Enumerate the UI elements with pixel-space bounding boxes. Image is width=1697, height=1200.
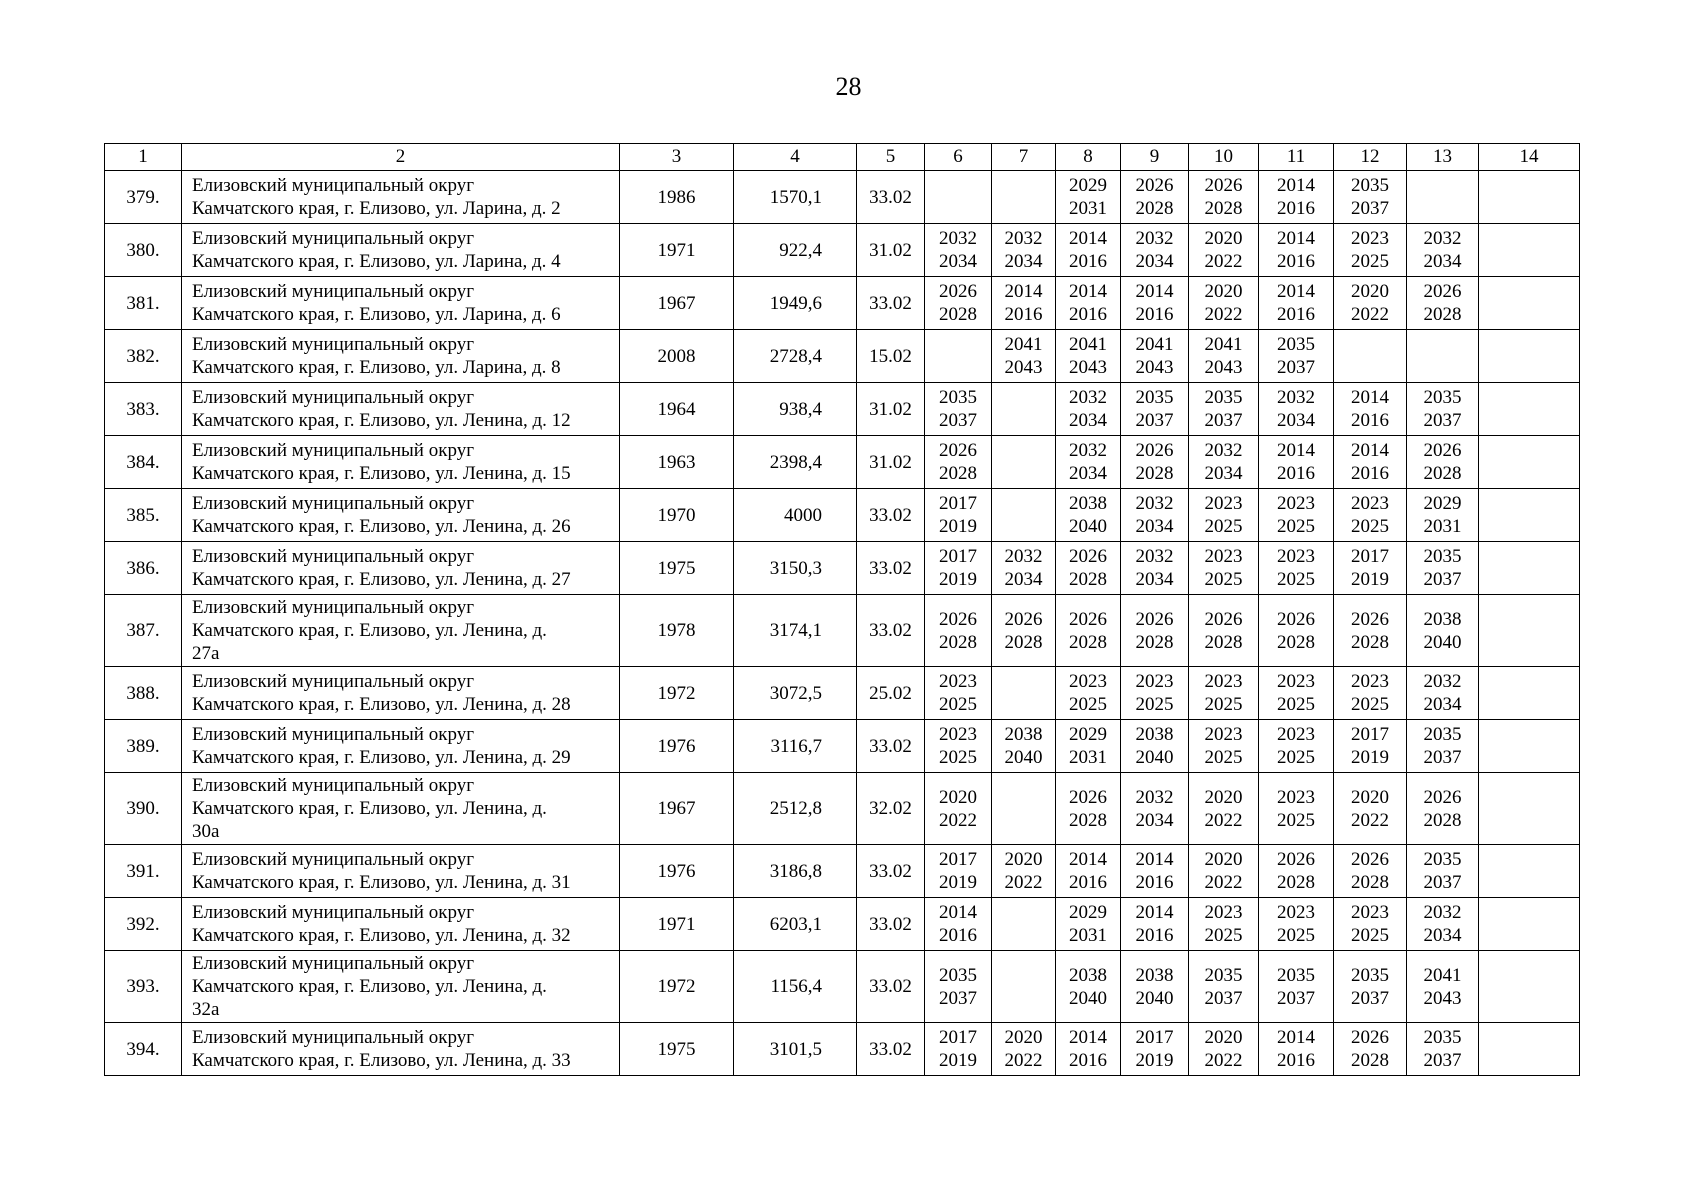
row-number-cell: 381. (105, 277, 182, 330)
period-cell (1407, 171, 1479, 224)
period-cell: 2020 2022 (1189, 773, 1259, 845)
period-cell: 2020 2022 (1189, 1023, 1259, 1076)
period-cell: 2017 2019 (1121, 1023, 1189, 1076)
area-cell: 1949,6 (734, 277, 857, 330)
address-line: Камчатского края, г. Елизово, ул. Ленина, д. (192, 620, 547, 641)
address-line: Елизовский муниципальный округ (192, 546, 474, 567)
period-cell: 2035 2037 (1407, 720, 1479, 773)
period-cell: 2014 2016 (1259, 436, 1334, 489)
period-cell: 2014 2016 (1121, 898, 1189, 951)
period-cell: 2032 2034 (1121, 489, 1189, 542)
period-cell (992, 898, 1056, 951)
period-cell: 2023 2025 (1189, 489, 1259, 542)
code-cell: 33.02 (857, 489, 925, 542)
period-cell: 2020 2022 (925, 773, 992, 845)
period-cell: 2032 2034 (1407, 224, 1479, 277)
period-cell: 2032 2034 (992, 224, 1056, 277)
column-number-row (105, 144, 1580, 171)
year-built-cell: 1975 (620, 1023, 734, 1076)
period-cell: 2014 2016 (1121, 277, 1189, 330)
year-built-cell: 1970 (620, 489, 734, 542)
address-cell (182, 845, 620, 898)
period-cell: 2014 2016 (1121, 845, 1189, 898)
period-cell: 2026 2028 (1121, 171, 1189, 224)
period-cell: 2032 2034 (1407, 898, 1479, 951)
column-header: 13 (1407, 144, 1479, 171)
area-cell: 1156,4 (734, 951, 857, 1023)
period-cell (992, 667, 1056, 720)
period-cell: 2023 2025 (1259, 720, 1334, 773)
period-cell (1479, 277, 1580, 330)
period-cell: 2026 2028 (1056, 542, 1121, 595)
area-cell: 3150,3 (734, 542, 857, 595)
period-cell: 2026 2028 (925, 595, 992, 667)
period-cell: 2038 2040 (1121, 951, 1189, 1023)
address-line: Елизовский муниципальный округ (192, 775, 474, 796)
period-cell: 2035 2037 (1189, 383, 1259, 436)
period-cell: 2035 2037 (925, 383, 992, 436)
period-cell: 2032 2034 (1056, 383, 1121, 436)
address-line: 30а (192, 821, 220, 842)
period-cell: 2035 2037 (1407, 542, 1479, 595)
period-cell (1479, 542, 1580, 595)
address-line: 32а (192, 999, 220, 1020)
area-cell: 922,4 (734, 224, 857, 277)
period-cell (1479, 773, 1580, 845)
period-cell: 2023 2025 (925, 720, 992, 773)
period-cell: 2017 2019 (1334, 542, 1407, 595)
period-cell (1479, 720, 1580, 773)
period-cell (1407, 330, 1479, 383)
address-line: Камчатского края, г. Елизово, ул. Ленина, д. 15 (192, 463, 571, 484)
period-cell (1479, 436, 1580, 489)
period-cell: 2026 2028 (1334, 1023, 1407, 1076)
area-cell: 938,4 (734, 383, 857, 436)
row-number-cell: 382. (105, 330, 182, 383)
address-line: Елизовский муниципальный округ (192, 387, 474, 408)
address-line: Камчатского края, г. Елизово, ул. Ленина, д. 12 (192, 410, 571, 431)
address-line: Елизовский муниципальный округ (192, 440, 474, 461)
period-cell: 2026 2028 (1334, 595, 1407, 667)
address-cell (182, 1023, 620, 1076)
period-cell: 2014 2016 (1334, 436, 1407, 489)
year-built-cell: 1971 (620, 898, 734, 951)
year-built-cell: 1986 (620, 171, 734, 224)
area-cell: 4000 (734, 489, 857, 542)
period-cell: 2038 2040 (1407, 595, 1479, 667)
address-line: Елизовский муниципальный округ (192, 953, 474, 974)
period-cell (1479, 383, 1580, 436)
code-cell: 32.02 (857, 773, 925, 845)
row-number-cell: 387. (105, 595, 182, 667)
period-cell: 2038 2040 (1056, 951, 1121, 1023)
code-cell: 33.02 (857, 171, 925, 224)
period-cell: 2023 2025 (1189, 720, 1259, 773)
period-cell: 2023 2025 (1189, 667, 1259, 720)
row-number-cell: 384. (105, 436, 182, 489)
year-built-cell: 1967 (620, 773, 734, 845)
column-header: 6 (925, 144, 992, 171)
row-number-cell: 394. (105, 1023, 182, 1076)
address-line: Камчатского края, г. Елизово, ул. Ларина, д. 8 (192, 357, 561, 378)
address-line: Камчатского края, г. Елизово, ул. Ленина, д. 33 (192, 1050, 571, 1071)
row-number-cell: 390. (105, 773, 182, 845)
address-cell (182, 898, 620, 951)
period-cell: 2023 2025 (1121, 667, 1189, 720)
period-cell: 2020 2022 (1189, 845, 1259, 898)
address-line: Камчатского края, г. Елизово, ул. Ларина, д. 2 (192, 198, 561, 219)
code-cell: 33.02 (857, 898, 925, 951)
area-cell: 3101,5 (734, 1023, 857, 1076)
period-cell: 2017 2019 (1334, 720, 1407, 773)
row-number-cell: 392. (105, 898, 182, 951)
period-cell: 2035 2037 (1259, 330, 1334, 383)
period-cell: 2038 2040 (1121, 720, 1189, 773)
period-cell: 2035 2037 (1407, 383, 1479, 436)
period-cell: 2014 2016 (1334, 383, 1407, 436)
period-cell: 2020 2022 (992, 1023, 1056, 1076)
housing-register-table (104, 143, 1580, 1076)
period-cell: 2023 2025 (1259, 489, 1334, 542)
period-cell: 2014 2016 (1056, 277, 1121, 330)
period-cell (925, 330, 992, 383)
period-cell: 2014 2016 (1259, 277, 1334, 330)
year-built-cell: 1972 (620, 951, 734, 1023)
period-cell (992, 383, 1056, 436)
code-cell: 15.02 (857, 330, 925, 383)
row-number-cell: 385. (105, 489, 182, 542)
address-cell (182, 542, 620, 595)
period-cell: 2035 2037 (925, 951, 992, 1023)
period-cell: 2038 2040 (1056, 489, 1121, 542)
period-cell: 2032 2034 (925, 224, 992, 277)
period-cell (1479, 330, 1580, 383)
row-number-cell: 388. (105, 667, 182, 720)
period-cell: 2035 2037 (1259, 951, 1334, 1023)
period-cell (925, 171, 992, 224)
period-cell: 2014 2016 (1259, 171, 1334, 224)
period-cell (992, 171, 1056, 224)
column-header: 11 (1259, 144, 1334, 171)
year-built-cell: 1978 (620, 595, 734, 667)
code-cell: 31.02 (857, 383, 925, 436)
column-header: 3 (620, 144, 734, 171)
period-cell: 2032 2034 (1259, 383, 1334, 436)
period-cell: 2014 2016 (1056, 224, 1121, 277)
table-row (105, 436, 1580, 489)
period-cell: 2029 2031 (1056, 898, 1121, 951)
row-number-cell: 379. (105, 171, 182, 224)
period-cell (1479, 1023, 1580, 1076)
period-cell (1479, 898, 1580, 951)
period-cell (1479, 595, 1580, 667)
period-cell: 2038 2040 (992, 720, 1056, 773)
table-row (105, 171, 1580, 224)
period-cell: 2032 2034 (1056, 436, 1121, 489)
period-cell: 2020 2022 (1189, 224, 1259, 277)
address-cell (182, 773, 620, 845)
year-built-cell: 1971 (620, 224, 734, 277)
address-cell (182, 330, 620, 383)
period-cell: 2026 2028 (925, 277, 992, 330)
period-cell: 2017 2019 (925, 542, 992, 595)
area-cell: 2398,4 (734, 436, 857, 489)
code-cell: 33.02 (857, 845, 925, 898)
code-cell: 33.02 (857, 720, 925, 773)
code-cell: 33.02 (857, 277, 925, 330)
period-cell (1479, 489, 1580, 542)
address-line: Камчатского края, г. Елизово, ул. Ларина, д. 6 (192, 304, 561, 325)
year-built-cell: 2008 (620, 330, 734, 383)
period-cell: 2020 2022 (1189, 277, 1259, 330)
table-row (105, 845, 1580, 898)
area-cell: 6203,1 (734, 898, 857, 951)
period-cell: 2035 2037 (1407, 845, 1479, 898)
period-cell: 2026 2028 (1056, 595, 1121, 667)
period-cell: 2017 2019 (925, 1023, 992, 1076)
year-built-cell: 1975 (620, 542, 734, 595)
row-number-cell: 380. (105, 224, 182, 277)
table-row (105, 667, 1580, 720)
address-cell (182, 383, 620, 436)
address-line: 27а (192, 643, 220, 664)
address-line: Камчатского края, г. Елизово, ул. Ленина, д. (192, 976, 547, 997)
address-line: Елизовский муниципальный округ (192, 597, 474, 618)
column-header: 1 (105, 144, 182, 171)
period-cell: 2035 2037 (1334, 951, 1407, 1023)
period-cell: 2026 2028 (1056, 773, 1121, 845)
area-cell: 1570,1 (734, 171, 857, 224)
period-cell: 2023 2025 (1334, 667, 1407, 720)
address-line: Елизовский муниципальный округ (192, 724, 474, 745)
period-cell: 2023 2025 (1259, 898, 1334, 951)
address-line: Елизовский муниципальный округ (192, 671, 474, 692)
address-line: Камчатского края, г. Елизово, ул. Ленина, д. 31 (192, 872, 571, 893)
period-cell: 2041 2043 (1407, 951, 1479, 1023)
period-cell: 2026 2028 (1189, 595, 1259, 667)
address-cell (182, 436, 620, 489)
period-cell: 2026 2028 (1407, 773, 1479, 845)
address-cell (182, 720, 620, 773)
period-cell: 2029 2031 (1056, 720, 1121, 773)
area-cell: 3072,5 (734, 667, 857, 720)
table-body (105, 144, 1580, 1076)
period-cell: 2023 2025 (1259, 773, 1334, 845)
table-row (105, 542, 1580, 595)
area-cell: 3174,1 (734, 595, 857, 667)
period-cell: 2023 2025 (1259, 542, 1334, 595)
column-header: 10 (1189, 144, 1259, 171)
code-cell: 31.02 (857, 436, 925, 489)
area-cell: 2512,8 (734, 773, 857, 845)
page-number: 28 (835, 72, 862, 101)
period-cell: 2014 2016 (1259, 224, 1334, 277)
period-cell: 2020 2022 (992, 845, 1056, 898)
area-cell: 3186,8 (734, 845, 857, 898)
period-cell (1334, 330, 1407, 383)
period-cell: 2026 2028 (1259, 845, 1334, 898)
period-cell: 2014 2016 (992, 277, 1056, 330)
table-row (105, 773, 1580, 845)
table-row (105, 330, 1580, 383)
column-header: 12 (1334, 144, 1407, 171)
period-cell: 2023 2025 (1334, 898, 1407, 951)
column-header: 4 (734, 144, 857, 171)
period-cell: 2020 2022 (1334, 773, 1407, 845)
period-cell (992, 951, 1056, 1023)
address-line: Елизовский муниципальный округ (192, 493, 474, 514)
column-header: 8 (1056, 144, 1121, 171)
table-row (105, 277, 1580, 330)
code-cell: 33.02 (857, 1023, 925, 1076)
address-cell (182, 595, 620, 667)
address-line: Елизовский муниципальный округ (192, 228, 474, 249)
period-cell: 2023 2025 (1334, 489, 1407, 542)
year-built-cell: 1976 (620, 845, 734, 898)
address-cell (182, 277, 620, 330)
address-line: Камчатского края, г. Елизово, ул. Ленина, д. 26 (192, 516, 571, 537)
period-cell (992, 773, 1056, 845)
table-row (105, 951, 1580, 1023)
table-row (105, 595, 1580, 667)
address-line: Камчатского края, г. Елизово, ул. Ленина, д. 27 (192, 569, 571, 590)
address-cell (182, 489, 620, 542)
address-line: Камчатского края, г. Елизово, ул. Ленина, д. (192, 798, 547, 819)
period-cell: 2035 2037 (1334, 171, 1407, 224)
table-row (105, 720, 1580, 773)
address-cell (182, 224, 620, 277)
table-row (105, 1023, 1580, 1076)
period-cell: 2023 2025 (1259, 667, 1334, 720)
period-cell: 2035 2037 (1121, 383, 1189, 436)
period-cell: 2041 2043 (1056, 330, 1121, 383)
row-number-cell: 391. (105, 845, 182, 898)
period-cell: 2023 2025 (1056, 667, 1121, 720)
period-cell: 2029 2031 (1407, 489, 1479, 542)
period-cell: 2026 2028 (1121, 595, 1189, 667)
address-line: Камчатского края, г. Елизово, ул. Ленина, д. 28 (192, 694, 571, 715)
row-number-cell: 383. (105, 383, 182, 436)
period-cell: 2014 2016 (925, 898, 992, 951)
period-cell: 2026 2028 (1189, 171, 1259, 224)
table-row (105, 898, 1580, 951)
period-cell: 2026 2028 (1334, 845, 1407, 898)
period-cell: 2023 2025 (1189, 542, 1259, 595)
table-row (105, 224, 1580, 277)
period-cell (1479, 224, 1580, 277)
row-number-cell: 389. (105, 720, 182, 773)
area-cell: 2728,4 (734, 330, 857, 383)
period-cell: 2014 2016 (1056, 845, 1121, 898)
period-cell: 2014 2016 (1259, 1023, 1334, 1076)
code-cell: 25.02 (857, 667, 925, 720)
period-cell (1479, 667, 1580, 720)
period-cell: 2032 2034 (1121, 773, 1189, 845)
address-line: Камчатского края, г. Елизово, ул. Ларина, д. 4 (192, 251, 561, 272)
period-cell: 2026 2028 (1407, 277, 1479, 330)
period-cell: 2032 2034 (1407, 667, 1479, 720)
address-line: Камчатского края, г. Елизово, ул. Ленина, д. 29 (192, 747, 571, 768)
period-cell: 2026 2028 (1121, 436, 1189, 489)
period-cell: 2026 2028 (925, 436, 992, 489)
period-cell: 2041 2043 (1189, 330, 1259, 383)
address-cell (182, 171, 620, 224)
period-cell (1479, 951, 1580, 1023)
column-header: 7 (992, 144, 1056, 171)
code-cell: 33.02 (857, 542, 925, 595)
period-cell (992, 489, 1056, 542)
period-cell: 2020 2022 (1334, 277, 1407, 330)
address-line: Елизовский муниципальный округ (192, 1027, 474, 1048)
period-cell (1479, 845, 1580, 898)
period-cell: 2032 2034 (1189, 436, 1259, 489)
column-header: 14 (1479, 144, 1580, 171)
period-cell: 2026 2028 (992, 595, 1056, 667)
address-line: Камчатского края, г. Елизово, ул. Ленина, д. 32 (192, 925, 571, 946)
column-header: 2 (182, 144, 620, 171)
period-cell: 2032 2034 (992, 542, 1056, 595)
period-cell: 2014 2016 (1056, 1023, 1121, 1076)
code-cell: 33.02 (857, 595, 925, 667)
table-row (105, 383, 1580, 436)
period-cell (992, 436, 1056, 489)
year-built-cell: 1976 (620, 720, 734, 773)
address-cell (182, 951, 620, 1023)
period-cell: 2029 2031 (1056, 171, 1121, 224)
period-cell: 2017 2019 (925, 489, 992, 542)
period-cell: 2032 2034 (1121, 224, 1189, 277)
period-cell: 2032 2034 (1121, 542, 1189, 595)
address-line: Елизовский муниципальный округ (192, 902, 474, 923)
period-cell: 2023 2025 (1334, 224, 1407, 277)
year-built-cell: 1967 (620, 277, 734, 330)
period-cell: 2041 2043 (992, 330, 1056, 383)
column-header: 9 (1121, 144, 1189, 171)
period-cell: 2035 2037 (1189, 951, 1259, 1023)
row-number-cell: 393. (105, 951, 182, 1023)
period-cell: 2023 2025 (925, 667, 992, 720)
period-cell: 2026 2028 (1407, 436, 1479, 489)
period-cell: 2026 2028 (1259, 595, 1334, 667)
address-line: Елизовский муниципальный округ (192, 175, 474, 196)
year-built-cell: 1972 (620, 667, 734, 720)
address-line: Елизовский муниципальный округ (192, 849, 474, 870)
column-header: 5 (857, 144, 925, 171)
code-cell: 31.02 (857, 224, 925, 277)
address-line: Елизовский муниципальный округ (192, 281, 474, 302)
row-number-cell: 386. (105, 542, 182, 595)
year-built-cell: 1964 (620, 383, 734, 436)
address-cell (182, 667, 620, 720)
period-cell: 2035 2037 (1407, 1023, 1479, 1076)
period-cell (1479, 171, 1580, 224)
table-row (105, 489, 1580, 542)
year-built-cell: 1963 (620, 436, 734, 489)
address-line: Елизовский муниципальный округ (192, 334, 474, 355)
period-cell: 2041 2043 (1121, 330, 1189, 383)
code-cell: 33.02 (857, 951, 925, 1023)
period-cell: 2017 2019 (925, 845, 992, 898)
period-cell: 2023 2025 (1189, 898, 1259, 951)
area-cell: 3116,7 (734, 720, 857, 773)
